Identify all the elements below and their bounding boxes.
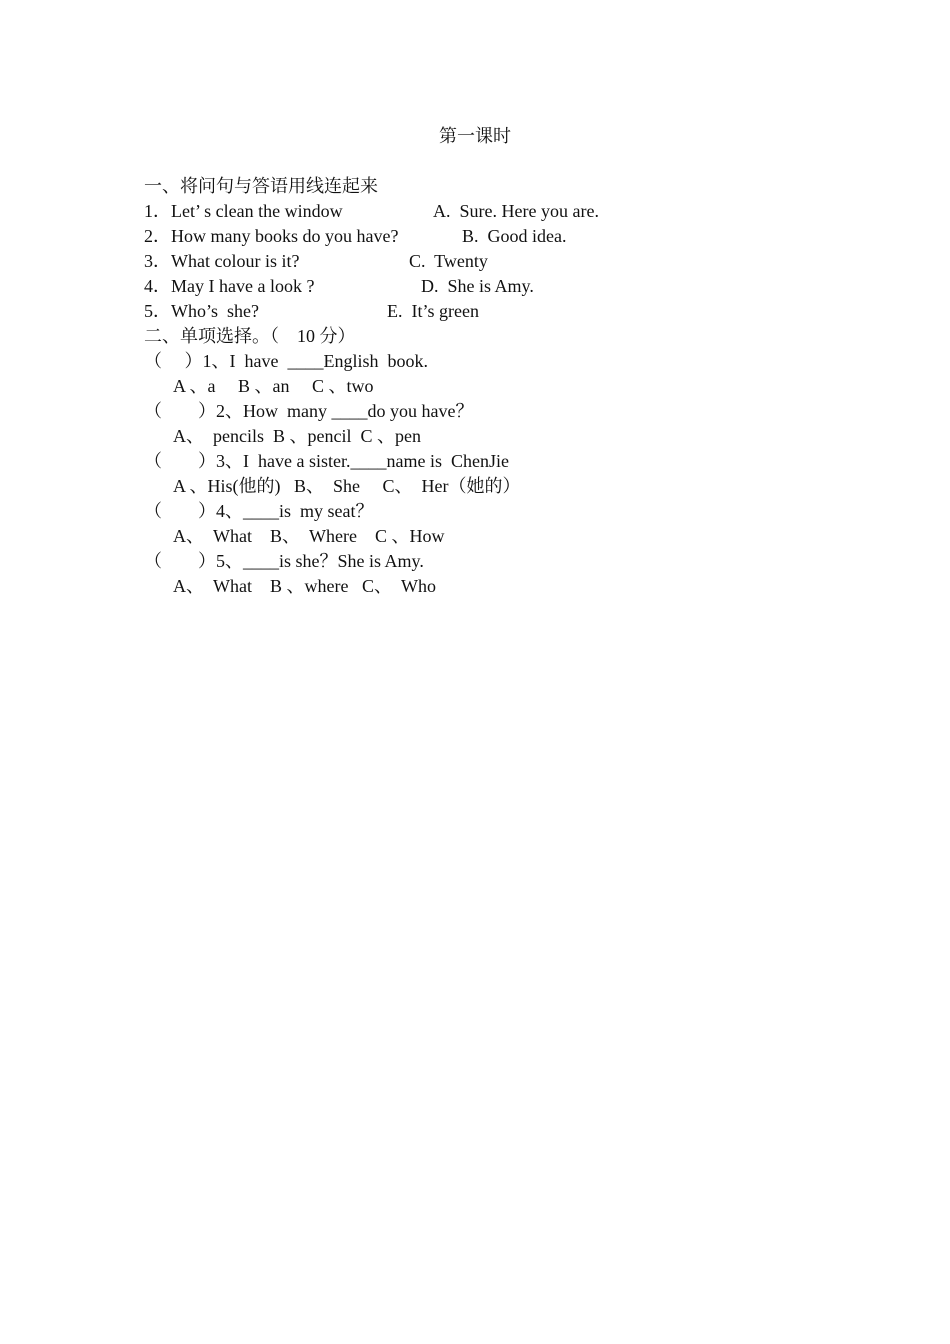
match-answer-a: A. Sure. Here you are.: [433, 201, 599, 221]
choice-question-3: （ ）3、I have a sister.____name is ChenJie: [144, 451, 509, 471]
match-question-3: 3．What colour is it?: [144, 251, 300, 271]
choice-options-4: A、 What B、 Where C 、How: [173, 526, 445, 546]
choice-question-2: （ ）2、How many ____do you have？: [144, 401, 474, 421]
match-answer-c: C. Twenty: [409, 251, 488, 271]
document-title: 第一课时: [439, 126, 511, 146]
match-question-2: 2．How many books do you have?: [144, 226, 399, 246]
section2-heading: 二、单项选择。（ 10 分）: [144, 326, 356, 346]
match-answer-d: D. She is Amy.: [421, 276, 534, 296]
choice-question-4: （ ）4、____is my seat？: [144, 501, 374, 521]
choice-options-2: A、 pencils B 、pencil C 、pen: [173, 426, 421, 446]
match-answer-e: E. It’s green: [387, 301, 479, 321]
match-question-1: 1．Let’ s clean the window: [144, 201, 343, 221]
section1-heading: 一、将问句与答语用线连起来: [144, 176, 378, 196]
match-question-5: 5．Who’s she?: [144, 301, 259, 321]
match-answer-b: B. Good idea.: [462, 226, 567, 246]
choice-question-1: （ ）1、I have ____English book.: [144, 351, 428, 371]
choice-options-3: A 、His(他的) B、 She C、 Her（她的）: [173, 476, 521, 496]
choice-options-1: A 、a B 、an C 、two: [173, 376, 374, 396]
choice-options-5: A、 What B 、where C、 Who: [173, 576, 436, 596]
choice-question-5: （ ）5、____is she？She is Amy.: [144, 551, 424, 571]
match-question-4: 4．May I have a look ?: [144, 276, 315, 296]
